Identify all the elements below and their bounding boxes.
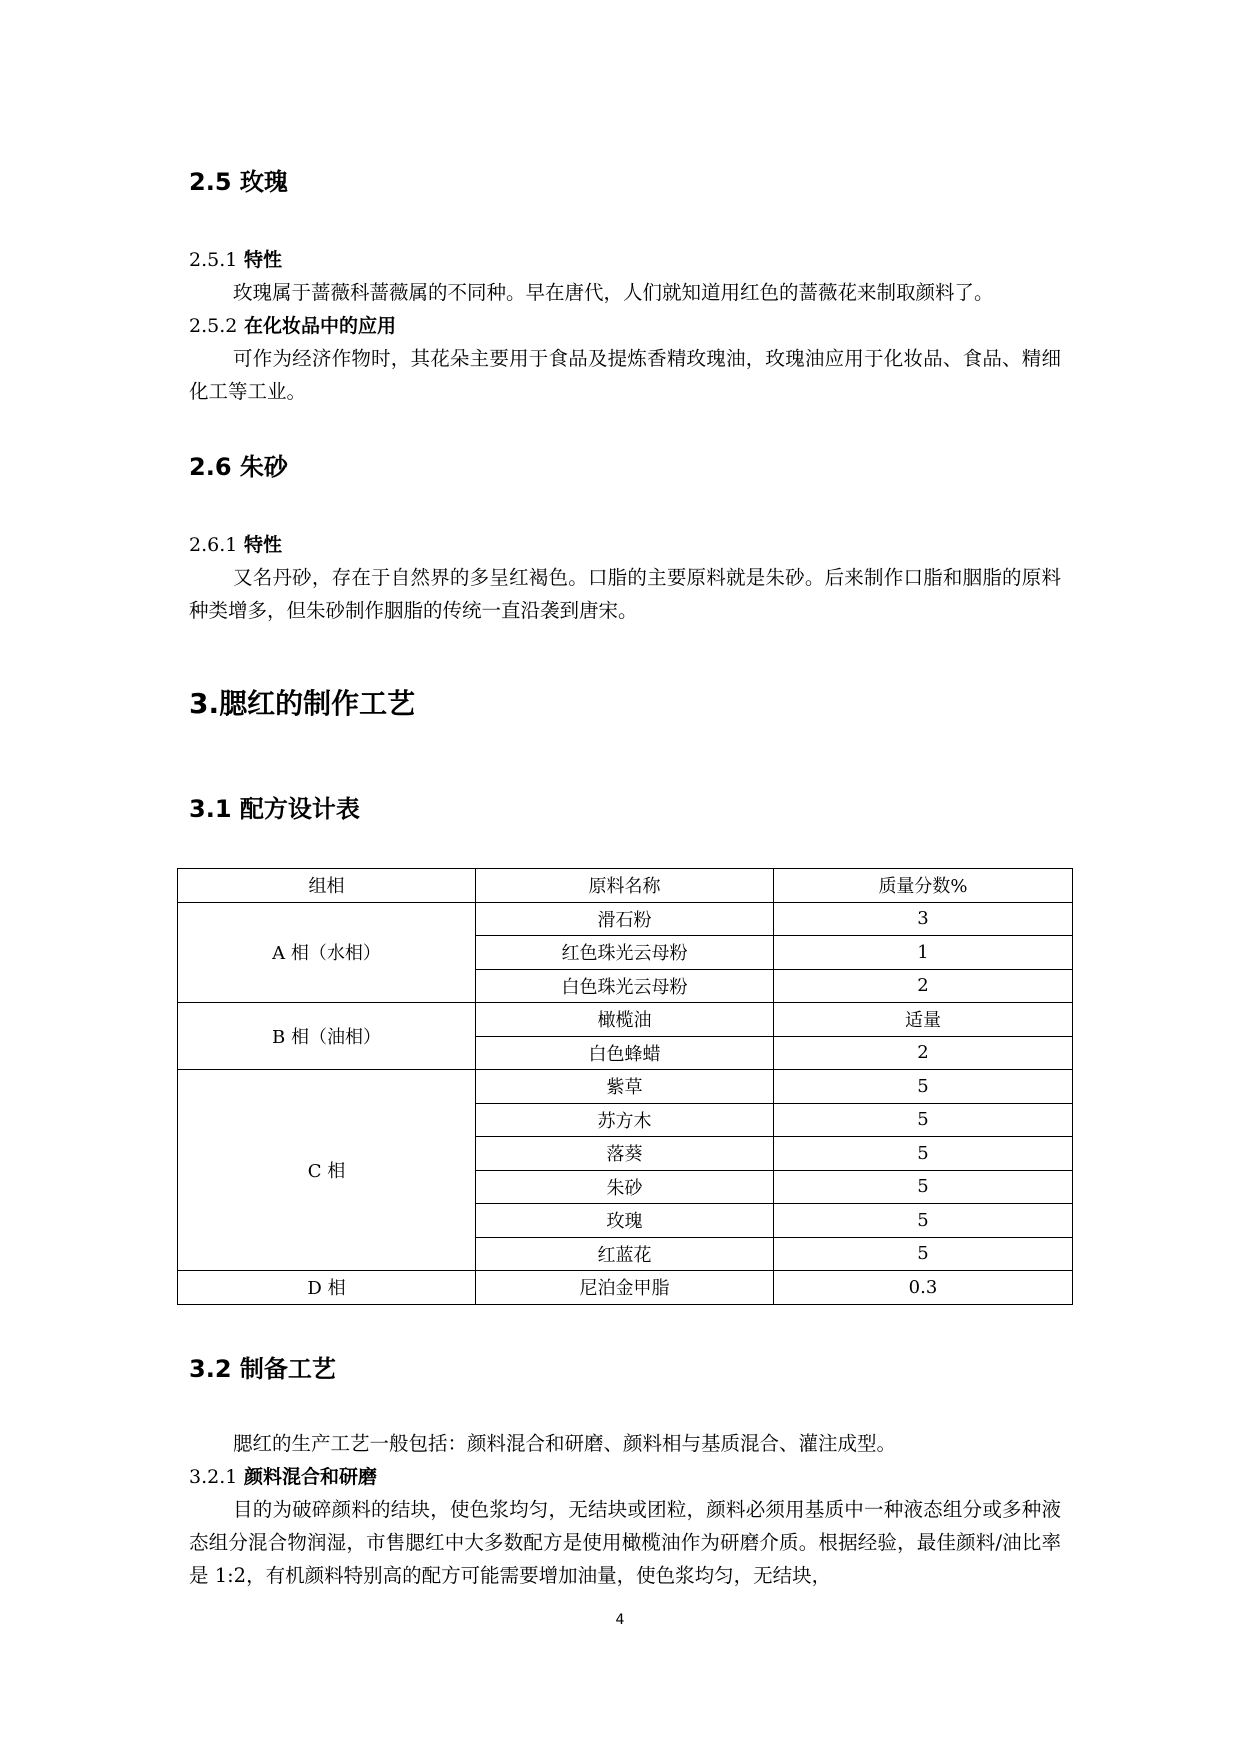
heading-3-2: 3.2 制备工艺 [189,1355,336,1383]
heading-number: 2.5.2 [189,315,238,337]
table-row [178,1271,1073,1305]
heading-2-6-1 [189,531,282,559]
phase-cell: C 相 [178,1070,476,1271]
column-header-mass-fraction: 质量分数% [774,869,1073,903]
heading-number: 2.6.1 [189,534,238,556]
heading-text: 颜料混合和研磨 [243,1466,377,1488]
heading-2-5-2 [189,312,396,340]
value-cell: 5 [774,1170,1073,1204]
material-cell: 红色珠光云母粉 [476,936,774,970]
page-number: 4 [615,1612,625,1628]
table-row [178,902,1073,936]
material-cell: 苏方木 [476,1103,774,1137]
paragraph-3-2-intro: 腮红的生产工艺一般包括：颜料混合和研磨、颜料相与基质混合、灌注成型。 [233,1432,897,1455]
paragraph-2-5-2: 可作为经济作物时，其花朵主要用于食品及提炼香精玫瑰油，玫瑰油应用于化妆品、食品、精细化工等工业。 [189,347,1061,403]
material-cell: 红蓝花 [476,1237,774,1271]
value-cell: 5 [774,1103,1073,1137]
heading-text: 在化妆品中的应用 [243,315,396,337]
formula-table [177,868,1073,1305]
value-cell: 0.3 [774,1271,1073,1305]
heading-2-5-1 [189,246,282,274]
value-cell: 5 [774,1237,1073,1271]
value-cell: 2 [774,1036,1073,1070]
phase-cell: A 相（水相） [178,902,476,1003]
material-cell: 朱砂 [476,1170,774,1204]
heading-2-5: 2.5 玫瑰 [189,168,288,196]
heading-text: 特性 [243,534,282,556]
material-cell: 白色珠光云母粉 [476,969,774,1003]
value-cell: 1 [774,936,1073,970]
value-cell: 适量 [774,1003,1073,1037]
heading-3-1: 3.1 配方设计表 [189,795,360,823]
heading-3-2-1 [189,1463,377,1491]
material-cell: 白色蜂蜡 [476,1036,774,1070]
material-cell: 紫草 [476,1070,774,1104]
table-row [178,1070,1073,1104]
material-cell: 滑石粉 [476,902,774,936]
value-cell: 2 [774,969,1073,1003]
paragraph-3-2-1: 目的为破碎颜料的结块，使色浆均匀，无结块或团粒，颜料必须用基质中一种液态组分或多种液态组分混合物润湿，市售腮红中大多数配方是使用橄榄油作为研磨介质。根据经验，最佳颜料/油比率是 1:2，有机颜料特别高的配方可能需要增加油量，使色浆均匀，无结块， [189,1498,1061,1587]
material-cell: 橄榄油 [476,1003,774,1037]
table-row [178,1003,1073,1037]
heading-text: 特性 [243,249,282,271]
material-cell: 落葵 [476,1137,774,1171]
value-cell: 5 [774,1070,1073,1104]
heading-number: 3.2.1 [189,1466,238,1488]
table-header-row [178,869,1073,903]
material-cell: 玫瑰 [476,1204,774,1238]
heading-3: 3.腮红的制作工艺 [189,687,416,720]
paragraph-2-6-1: 又名丹砂，存在于自然界的多呈红褐色。口脂的主要原料就是朱砂。后来制作口脂和胭脂的原料种类增多，但朱砂制作胭脂的传统一直沿袭到唐宋。 [189,566,1061,622]
value-cell: 5 [774,1204,1073,1238]
phase-cell: D 相 [178,1271,476,1305]
phase-cell: B 相（油相） [178,1003,476,1070]
column-header-phase: 组相 [178,869,476,903]
value-cell: 5 [774,1137,1073,1171]
material-cell: 尼泊金甲脂 [476,1271,774,1305]
heading-2-6: 2.6 朱砂 [189,453,288,481]
paragraph-2-5-1: 玫瑰属于蔷薇科蔷薇属的不同种。早在唐代，人们就知道用红色的蔷薇花来制取颜料了。 [233,281,994,304]
column-header-material: 原料名称 [476,869,774,903]
heading-number: 2.5.1 [189,249,238,271]
value-cell: 3 [774,902,1073,936]
